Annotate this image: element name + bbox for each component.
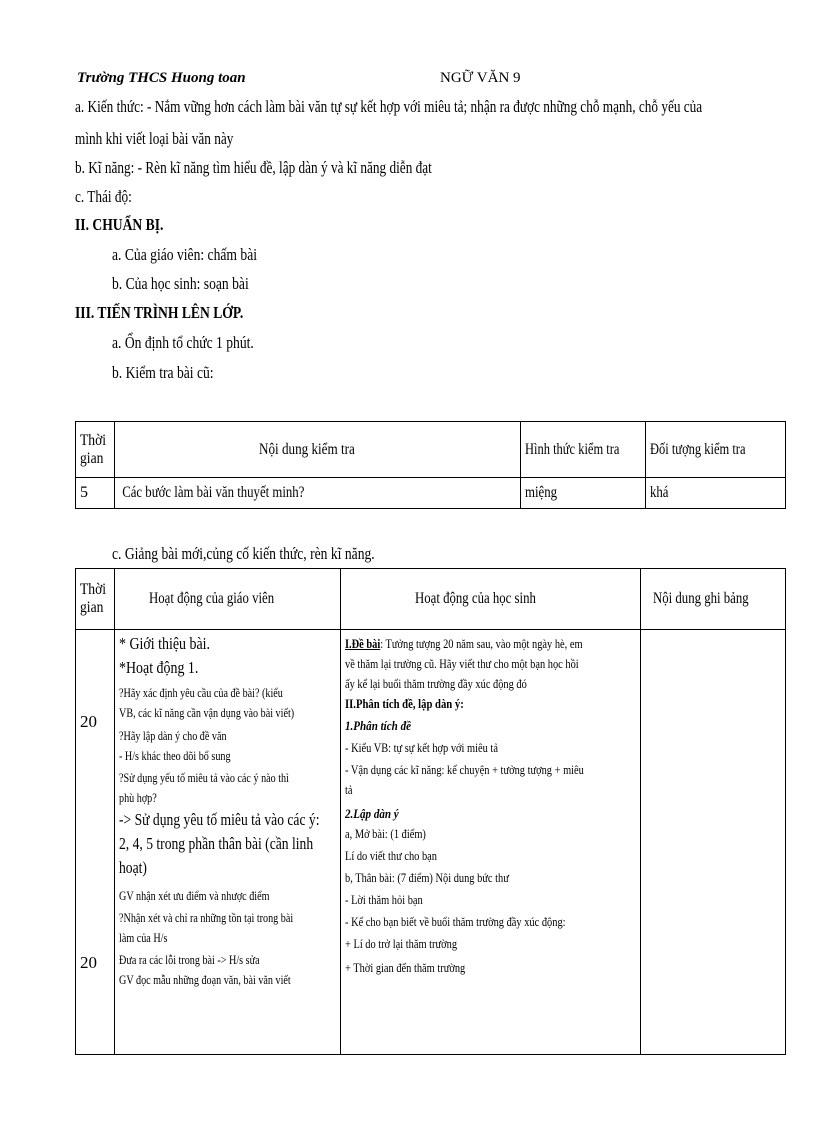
process-heading: III. TIẾN TRÌNH LÊN LỚP. [75, 303, 244, 322]
student-line: I.Đề bài: Tưởng tượng 20 năm sau, vào một ngày hè, em [345, 636, 583, 651]
teacher-line: làm của H/s [119, 930, 168, 945]
teacher-cell [115, 630, 341, 1055]
board-cell [641, 630, 786, 1055]
col-teacher: Hoạt động của giáo viên [115, 569, 341, 630]
student-cell [341, 630, 641, 1055]
row-form: miệng [521, 478, 646, 509]
lesson-table-header [76, 569, 786, 630]
col-form: Hình thức kiểm tra [521, 422, 646, 478]
teacher-line: phù hợp? [119, 790, 157, 805]
table-row [76, 630, 786, 1055]
student-line: - Kể cho bạn biết về buổi thăm trường đầy xúc động: [345, 914, 566, 929]
process-org: a. Ổn định tổ chức 1 phút. [112, 333, 254, 352]
teacher-line: ?Nhận xét và chỉ ra những tồn tại trong bài [119, 910, 294, 925]
row-target: khá [646, 478, 786, 509]
check-table-header [76, 422, 786, 478]
student-line: về thăm lại trường cũ. Hãy viết thư cho một bạn học hồi [345, 656, 579, 671]
row-content: Các bước làm bài văn thuyết minh? [115, 478, 521, 509]
student-line: + Lí do trở lại thăm trường [345, 936, 458, 951]
col-time: Thời gian [76, 422, 115, 478]
teacher-line: GV nhận xét ưu điểm và nhược điểm [119, 888, 270, 903]
time-2: 20 [80, 953, 97, 972]
lesson-table [75, 568, 786, 1055]
prep-heading: II. CHUẨN BỊ. [75, 215, 164, 234]
teacher-line: -> Sử dụng yêu tố miêu tả vào các ý: [119, 810, 320, 829]
student-line: - Kiểu VB: tự sự kết hợp với miêu tả [345, 740, 498, 755]
student-subheading: 1.Phân tích đề [345, 718, 412, 733]
col-target: Đối tượng kiểm tra [646, 422, 786, 478]
check-table [75, 421, 786, 509]
col-time: Thời gian [76, 569, 115, 630]
teacher-line: * Giới thiệu bài. [119, 634, 211, 653]
student-line: tả [345, 782, 353, 797]
teacher-line: *Hoạt động 1. [119, 658, 199, 677]
table-row [76, 478, 786, 509]
teacher-line: ?Hãy xác định yêu cầu của đề bài? (kiểu [119, 685, 283, 700]
teacher-line: hoạt) [119, 858, 147, 877]
student-line: b, Thân bài: (7 điểm) Nội dung bức thư [345, 870, 509, 885]
student-line: a, Mở bài: (1 điểm) [345, 826, 426, 841]
process-check: b. Kiểm tra bài cũ: [112, 363, 214, 382]
student-line: + Thời gian đến thăm trường [345, 960, 466, 975]
student-line: Lí do viết thư cho bạn [345, 848, 437, 863]
school-name: Trường THCS Huong toan [77, 70, 246, 86]
student-line: - Lời thăm hỏi bạn [345, 892, 423, 907]
teacher-line: ?Hãy lập dàn ý cho đề văn [119, 728, 227, 743]
subject-title: NGỮ VĂN 9 [440, 70, 521, 86]
teacher-line: - H/s khác theo dõi bổ sung [119, 748, 231, 763]
knowledge-line-1: a. Kiến thức: - Nắm vững hơn cách làm bài văn tự sự kết hợp với miêu tả; nhận ra được những chỗ mạnh, chỗ yếu của [75, 97, 703, 116]
skills-line: b. Kĩ năng: - Rèn kĩ năng tìm hiểu đề, lập dàn ý và kĩ năng diễn đạt [75, 158, 432, 177]
teacher-line: GV đọc mẫu những đoạn văn, bài văn viết [119, 972, 291, 987]
knowledge-line-2: mình khi viết loại bài văn này [75, 129, 234, 148]
teacher-line: VB, các kĩ năng cần vận dụng vào bài viết) [119, 705, 295, 720]
student-line: - Vận dụng các kĩ năng: kể chuyện + tưởng tượng + miêu [345, 762, 584, 777]
teacher-line: 2, 4, 5 trong phần thân bài (cần linh [119, 834, 314, 853]
student-section-heading: II.Phân tích đề, lập dàn ý: [345, 696, 464, 711]
row-time: 5 [76, 478, 115, 509]
process-newlesson: c. Giảng bài mới,củng cố kiến thức, rèn kĩ năng. [112, 544, 375, 563]
student-line: ấy kể lại buổi thăm trường đầy xúc động đó [345, 676, 527, 691]
teacher-line: Đưa ra các lỗi trong bài -> H/s sửa [119, 952, 260, 967]
time-cell [76, 630, 115, 1055]
teacher-line: ?Sử dụng yếu tố miêu tả vào các ý nào thì [119, 770, 289, 785]
col-board: Nội dung ghi bảng [641, 569, 786, 630]
time-1: 20 [80, 712, 97, 731]
attitude-line: c. Thái độ: [75, 187, 132, 206]
col-content: Nội dung kiểm tra [115, 422, 521, 478]
prep-student: b. Của học sinh: soạn bài [112, 274, 249, 293]
student-subheading: 2.Lập dàn ý [345, 806, 399, 821]
prep-teacher: a. Của giáo viên: chấm bài [112, 245, 258, 264]
col-student: Hoạt động của học sinh [341, 569, 641, 630]
